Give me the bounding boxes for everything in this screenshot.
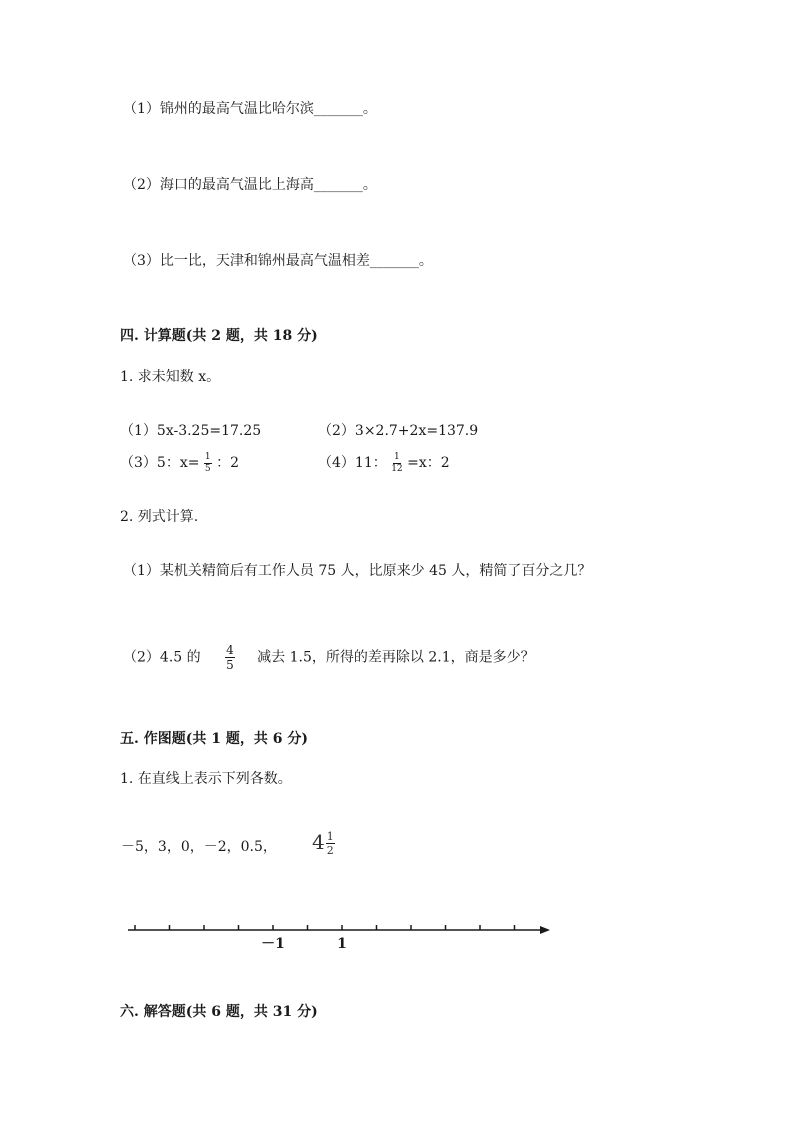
section-4-heading: 四. 计算题(共 2 题，共 18 分)	[120, 328, 318, 344]
period: 。	[362, 177, 377, 193]
number-line-arrow	[540, 926, 550, 934]
fraction-four-fifths: $\frac{4}{5}$	[226, 643, 234, 672]
number-line-labels	[261, 936, 347, 952]
answer-blank[interactable]: _______	[313, 101, 363, 117]
section-6-heading: 六. 解答题(共 6 题，共 31 分)	[120, 1004, 318, 1020]
fraction-one-fifth: $\frac{1}{5}$	[204, 451, 211, 474]
number-line[interactable]	[120, 915, 560, 955]
number-line-tick-label: 1	[337, 936, 347, 952]
answer-blank[interactable]: _______	[313, 177, 363, 193]
number-line-tick-label: －1	[261, 936, 285, 952]
word-problem-2: （2）4.5 的 $\frac{4}{5}$ 减去 1.5，所得的差再除以 2.1，商是多少？	[123, 643, 535, 672]
fill-blank-question-3	[123, 250, 433, 270]
question-text: （1）锦州的最高气温比哈尔滨	[123, 101, 314, 117]
numbers-list: －5，3，0，－2，0.5，	[121, 839, 277, 855]
question-2-title: 2. 列式计算.	[120, 509, 199, 525]
section-5-heading: 五. 作图题(共 1 题，共 6 分)	[120, 731, 308, 747]
fill-blank-question-2	[123, 174, 377, 194]
fill-blank-question-1	[123, 98, 377, 118]
equation-2: （2）3×2.7+2x=137.9	[318, 423, 479, 439]
mixed-number: 4 $\frac{1}{2}$	[312, 830, 334, 857]
period: 。	[418, 253, 433, 269]
equation-4: （4）11： $\frac{1}{12}$ =x：2	[318, 451, 450, 474]
question-text: （3）比一比，天津和锦州最高气温相差	[123, 253, 370, 269]
question-1-title: 1. 求未知数 x。	[120, 369, 221, 385]
equation-3: （3）5：x= $\frac{1}{5}$ ：2	[120, 451, 240, 474]
word-problem-1: （1）某机关精简后有工作人员 75 人，比原来少 45 人，精简了百分之几？	[123, 563, 592, 579]
period: 。	[362, 101, 377, 117]
equation-1: （1）5x-3.25=17.25	[120, 423, 262, 439]
fraction-one-twelfth: $\frac{1}{12}$	[391, 451, 403, 474]
drawing-question-title: 1. 在直线上表示下列各数。	[120, 771, 292, 787]
answer-blank[interactable]: _______	[369, 253, 419, 269]
question-text: （2）海口的最高气温比上海高	[123, 177, 314, 193]
